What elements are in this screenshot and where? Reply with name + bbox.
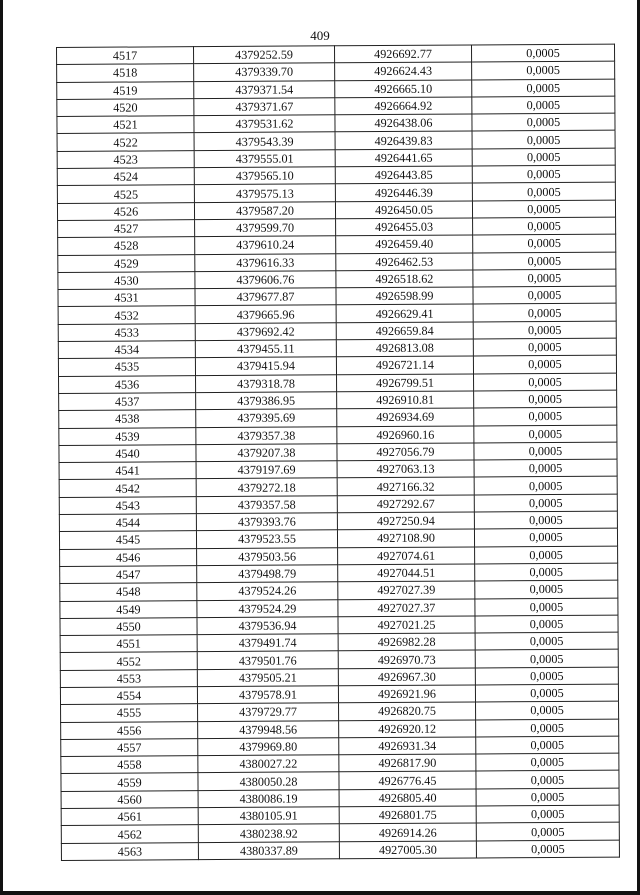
x-coordinate-cell: 4379272.18 (196, 478, 337, 496)
x-coordinate-cell: 4379501.76 (197, 651, 338, 669)
y-coordinate-cell: 4926982.28 (338, 633, 475, 651)
x-coordinate-cell: 4379587.20 (194, 201, 335, 219)
x-coordinate-cell: 4379395.69 (196, 409, 337, 427)
accuracy-cell: 0,0005 (471, 44, 614, 62)
y-coordinate-cell: 4926910.81 (337, 391, 474, 409)
x-coordinate-cell: 4379498.79 (197, 565, 338, 583)
x-coordinate-cell: 4379371.54 (194, 80, 335, 98)
point-number-cell: 4536 (59, 375, 196, 393)
x-coordinate-cell: 4379371.67 (194, 98, 335, 116)
point-number-cell: 4541 (59, 462, 196, 480)
point-number-cell: 4554 (60, 687, 197, 705)
y-coordinate-cell: 4927250.94 (337, 512, 474, 530)
point-number-cell: 4532 (58, 306, 195, 324)
accuracy-cell: 0,0005 (475, 546, 618, 564)
point-number-cell: 4531 (58, 289, 195, 307)
point-number-cell: 4534 (58, 341, 195, 359)
y-coordinate-cell: 4926455.03 (336, 218, 473, 236)
accuracy-cell: 0,0005 (476, 840, 619, 858)
y-coordinate-cell: 4926439.83 (335, 131, 472, 149)
y-coordinate-cell: 4927056.79 (337, 443, 474, 461)
accuracy-cell: 0,0005 (472, 148, 615, 166)
x-coordinate-cell: 4379677.87 (195, 288, 336, 306)
y-coordinate-cell: 4926934.69 (337, 408, 474, 426)
point-number-cell: 4555 (61, 704, 198, 722)
point-number-cell: 4524 (57, 168, 194, 186)
y-coordinate-cell: 4926665.10 (335, 80, 472, 98)
x-coordinate-cell: 4380050.28 (198, 772, 339, 790)
accuracy-cell: 0,0005 (472, 200, 615, 218)
y-coordinate-cell: 4926931.34 (339, 737, 476, 755)
y-coordinate-cell: 4926776.45 (339, 771, 476, 789)
accuracy-cell: 0,0005 (476, 788, 619, 806)
accuracy-cell: 0,0005 (472, 131, 615, 149)
point-number-cell: 4542 (59, 479, 196, 497)
point-number-cell: 4528 (58, 237, 195, 255)
y-coordinate-cell: 4926817.90 (339, 754, 476, 772)
table-row (61, 840, 619, 861)
y-coordinate-cell: 4927044.51 (338, 564, 475, 582)
point-number-cell: 4520 (57, 99, 194, 117)
point-number-cell: 4553 (60, 669, 197, 687)
x-coordinate-cell: 4379207.38 (196, 444, 337, 462)
point-number-cell: 4522 (57, 133, 194, 151)
coordinate-table-wrapper (56, 44, 615, 861)
y-coordinate-cell: 4926799.51 (337, 374, 474, 392)
point-number-cell: 4538 (59, 410, 196, 428)
point-number-cell: 4526 (57, 202, 194, 220)
point-number-cell: 4539 (59, 427, 196, 445)
y-coordinate-cell: 4926624.43 (335, 62, 472, 80)
x-coordinate-cell: 4379948.56 (198, 720, 339, 738)
y-coordinate-cell: 4926967.30 (338, 668, 475, 686)
point-number-cell: 4519 (57, 81, 194, 99)
x-coordinate-cell: 4379386.95 (196, 392, 337, 410)
y-coordinate-cell: 4926801.75 (339, 806, 476, 824)
accuracy-cell: 0,0005 (472, 165, 615, 183)
x-coordinate-cell: 4380027.22 (198, 755, 339, 773)
accuracy-cell: 0,0005 (475, 563, 618, 581)
accuracy-cell: 0,0005 (472, 96, 615, 114)
accuracy-cell: 0,0005 (475, 684, 618, 702)
y-coordinate-cell: 4926446.39 (335, 183, 472, 201)
x-coordinate-cell: 4379455.11 (195, 340, 336, 358)
y-coordinate-cell: 4927292.67 (337, 495, 474, 513)
point-number-cell: 4559 (61, 773, 198, 791)
accuracy-cell: 0,0005 (475, 598, 618, 616)
x-coordinate-cell: 4379665.96 (195, 305, 336, 323)
accuracy-cell: 0,0005 (476, 719, 619, 737)
x-coordinate-cell: 4379357.58 (196, 496, 337, 514)
accuracy-cell: 0,0005 (475, 632, 618, 650)
point-number-cell: 4540 (59, 444, 196, 462)
x-coordinate-cell: 4379197.69 (196, 461, 337, 479)
accuracy-cell: 0,0005 (474, 425, 617, 443)
x-coordinate-cell: 4379555.01 (194, 150, 335, 168)
point-number-cell: 4551 (60, 635, 197, 653)
y-coordinate-cell: 4927063.13 (337, 460, 474, 478)
accuracy-cell: 0,0005 (475, 649, 618, 667)
y-coordinate-cell: 4926820.75 (339, 702, 476, 720)
point-number-cell: 4535 (58, 358, 195, 376)
x-coordinate-cell: 4380238.92 (198, 824, 339, 842)
point-number-cell: 4521 (57, 116, 194, 134)
point-number-cell: 4560 (61, 790, 198, 808)
x-coordinate-cell: 4379599.70 (195, 219, 336, 237)
y-coordinate-cell: 4926805.40 (339, 789, 476, 807)
accuracy-cell: 0,0005 (473, 286, 616, 304)
point-number-cell: 4533 (58, 323, 195, 341)
y-coordinate-cell: 4926441.65 (335, 149, 472, 167)
accuracy-cell: 0,0005 (473, 338, 616, 356)
y-coordinate-cell: 4926960.16 (337, 425, 474, 443)
y-coordinate-cell: 4926813.08 (336, 339, 473, 357)
point-number-cell: 4561 (61, 808, 198, 826)
point-number-cell: 4545 (59, 531, 196, 549)
accuracy-cell: 0,0005 (474, 390, 617, 408)
accuracy-cell: 0,0005 (476, 822, 619, 840)
x-coordinate-cell: 4379729.77 (198, 703, 339, 721)
accuracy-cell: 0,0005 (474, 494, 617, 512)
y-coordinate-cell: 4926438.06 (335, 114, 472, 132)
x-coordinate-cell: 4380105.91 (198, 807, 339, 825)
x-coordinate-cell: 4379318.78 (196, 374, 337, 392)
x-coordinate-cell: 4379491.74 (197, 634, 338, 652)
x-coordinate-cell: 4379575.13 (194, 184, 335, 202)
y-coordinate-cell: 4926914.26 (339, 823, 476, 841)
y-coordinate-cell: 4926450.05 (335, 201, 472, 219)
x-coordinate-cell: 4379578.91 (197, 686, 338, 704)
y-coordinate-cell: 4927027.37 (338, 598, 475, 616)
accuracy-cell: 0,0005 (473, 321, 616, 339)
y-coordinate-cell: 4926692.77 (334, 45, 471, 63)
accuracy-cell: 0,0005 (472, 182, 615, 200)
accuracy-cell: 0,0005 (473, 304, 616, 322)
accuracy-cell: 0,0005 (475, 667, 618, 685)
point-number-cell: 4529 (58, 254, 195, 272)
x-coordinate-cell: 4379543.39 (194, 132, 335, 150)
accuracy-cell: 0,0005 (472, 113, 615, 131)
accuracy-cell: 0,0005 (474, 442, 617, 460)
accuracy-cell: 0,0005 (473, 269, 616, 287)
point-number-cell: 4548 (60, 583, 197, 601)
accuracy-cell: 0,0005 (473, 217, 616, 235)
point-number-cell: 4550 (60, 617, 197, 635)
accuracy-cell: 0,0005 (474, 407, 617, 425)
point-number-cell: 4523 (57, 150, 194, 168)
accuracy-cell: 0,0005 (474, 528, 617, 546)
x-coordinate-cell: 4379565.10 (194, 167, 335, 185)
x-coordinate-cell: 4379523.55 (196, 530, 337, 548)
page-number: 409 (310, 28, 330, 43)
point-number-cell: 4530 (58, 272, 195, 290)
x-coordinate-cell: 4379616.33 (195, 253, 336, 271)
point-number-cell: 4549 (60, 600, 197, 618)
x-coordinate-cell: 4379536.94 (197, 617, 338, 635)
y-coordinate-cell: 4926629.41 (336, 304, 473, 322)
y-coordinate-cell: 4927027.39 (338, 581, 475, 599)
x-coordinate-cell: 4379692.42 (195, 323, 336, 341)
x-coordinate-cell: 4379531.62 (194, 115, 335, 133)
point-number-cell: 4563 (61, 842, 198, 860)
accuracy-cell: 0,0005 (473, 252, 616, 270)
coordinate-table (56, 44, 620, 861)
y-coordinate-cell: 4927021.25 (338, 616, 475, 634)
accuracy-cell: 0,0005 (474, 477, 617, 495)
y-coordinate-cell: 4926970.73 (338, 650, 475, 668)
x-coordinate-cell: 4379969.80 (198, 738, 339, 756)
accuracy-cell: 0,0005 (472, 79, 615, 97)
y-coordinate-cell: 4926659.84 (336, 322, 473, 340)
accuracy-cell: 0,0005 (473, 234, 616, 252)
y-coordinate-cell: 4926664.92 (335, 97, 472, 115)
x-coordinate-cell: 4380086.19 (198, 790, 339, 808)
point-number-cell: 4557 (61, 739, 198, 757)
accuracy-cell: 0,0005 (475, 580, 618, 598)
x-coordinate-cell: 4379503.56 (197, 547, 338, 565)
y-coordinate-cell: 4927166.32 (337, 477, 474, 495)
x-coordinate-cell: 4379393.76 (196, 513, 337, 531)
point-number-cell: 4518 (57, 64, 194, 82)
y-coordinate-cell: 4926920.12 (339, 720, 476, 738)
x-coordinate-cell: 4379415.94 (195, 357, 336, 375)
accuracy-cell: 0,0005 (476, 736, 619, 754)
x-coordinate-cell: 4379339.70 (194, 63, 335, 81)
point-number-cell: 4544 (59, 514, 196, 532)
accuracy-cell: 0,0005 (474, 511, 617, 529)
y-coordinate-cell: 4926443.85 (335, 166, 472, 184)
point-number-cell: 4546 (60, 548, 197, 566)
x-coordinate-cell: 4380337.89 (198, 841, 339, 859)
accuracy-cell: 0,0005 (474, 373, 617, 391)
point-number-cell: 4547 (60, 566, 197, 584)
x-coordinate-cell: 4379524.26 (197, 582, 338, 600)
y-coordinate-cell: 4926721.14 (336, 356, 473, 374)
point-number-cell: 4537 (59, 393, 196, 411)
accuracy-cell: 0,0005 (473, 355, 616, 373)
coordinate-table-body (57, 44, 620, 860)
accuracy-cell: 0,0005 (476, 771, 619, 789)
x-coordinate-cell: 4379357.38 (196, 426, 337, 444)
point-number-cell: 4558 (61, 756, 198, 774)
x-coordinate-cell: 4379524.29 (197, 599, 338, 617)
point-number-cell: 4517 (57, 47, 194, 65)
accuracy-cell: 0,0005 (472, 61, 615, 79)
accuracy-cell: 0,0005 (474, 459, 617, 477)
y-coordinate-cell: 4926598.99 (336, 287, 473, 305)
x-coordinate-cell: 4379505.21 (197, 668, 338, 686)
accuracy-cell: 0,0005 (475, 615, 618, 633)
y-coordinate-cell: 4926462.53 (336, 253, 473, 271)
point-number-cell: 4525 (57, 185, 194, 203)
x-coordinate-cell: 4379606.76 (195, 271, 336, 289)
accuracy-cell: 0,0005 (476, 753, 619, 771)
x-coordinate-cell: 4379252.59 (194, 46, 335, 64)
point-number-cell: 4543 (59, 496, 196, 514)
y-coordinate-cell: 4927108.90 (337, 529, 474, 547)
point-number-cell: 4556 (61, 721, 198, 739)
y-coordinate-cell: 4926921.96 (338, 685, 475, 703)
x-coordinate-cell: 4379610.24 (195, 236, 336, 254)
accuracy-cell: 0,0005 (476, 701, 619, 719)
accuracy-cell: 0,0005 (476, 805, 619, 823)
y-coordinate-cell: 4927074.61 (338, 547, 475, 565)
y-coordinate-cell: 4927005.30 (339, 841, 476, 859)
point-number-cell: 4562 (61, 825, 198, 843)
point-number-cell: 4527 (58, 220, 195, 238)
y-coordinate-cell: 4926518.62 (336, 270, 473, 288)
y-coordinate-cell: 4926459.40 (336, 235, 473, 253)
point-number-cell: 4552 (60, 652, 197, 670)
